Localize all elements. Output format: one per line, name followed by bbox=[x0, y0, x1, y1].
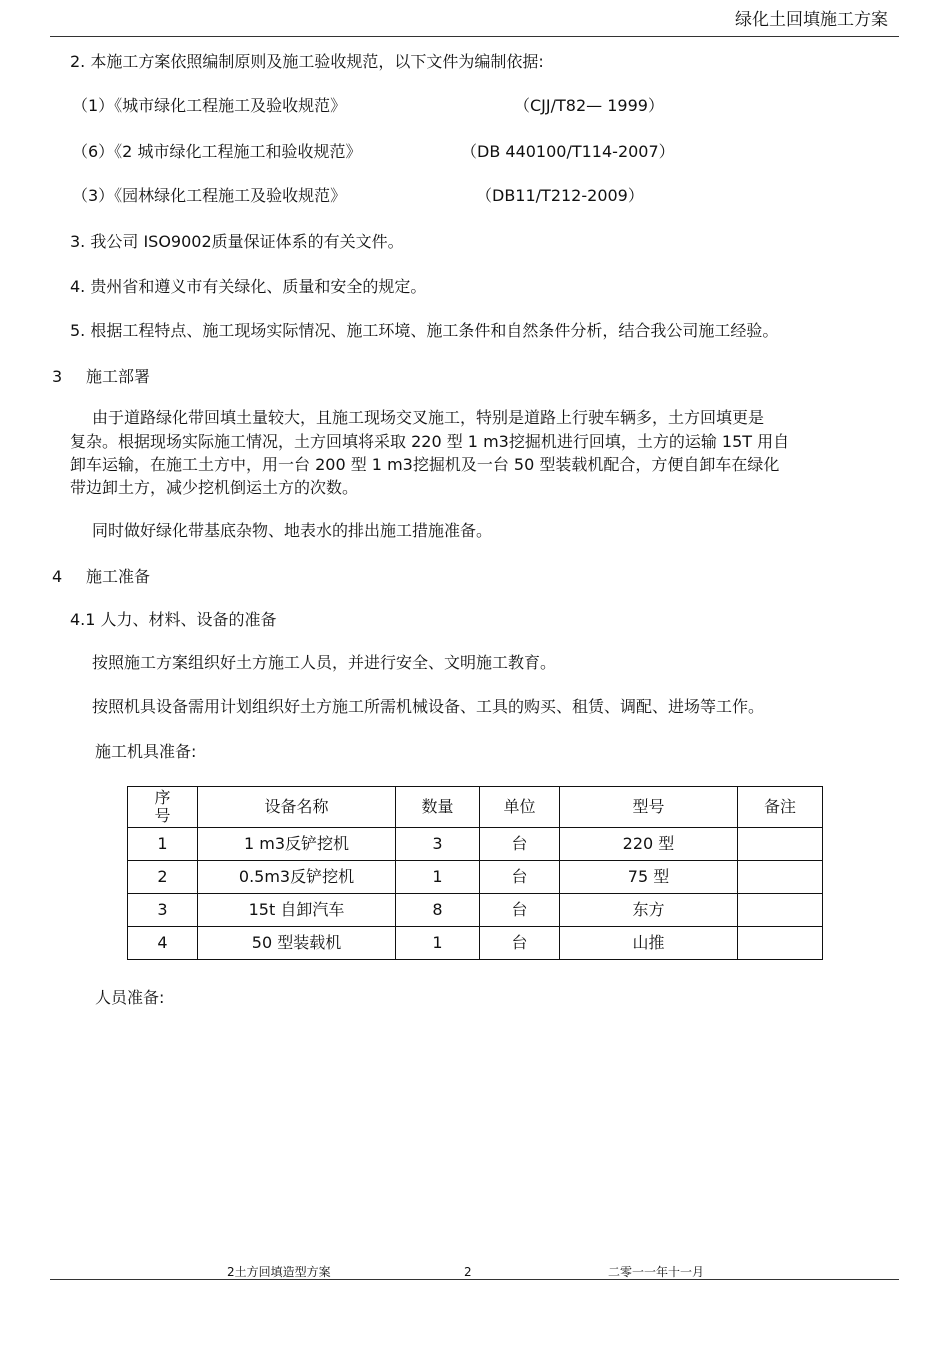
cell-unit: 台 bbox=[480, 861, 560, 894]
cell-quantity: 1 bbox=[396, 861, 480, 894]
cell-seq: 1 bbox=[128, 828, 198, 861]
deploy-paragraph-2: 同时做好绿化带基底杂物、地表水的排出施工措施准备。 bbox=[92, 521, 493, 540]
cell-equipment-name: 1 m3反铲挖机 bbox=[198, 828, 396, 861]
section-3-title: 施工部署 bbox=[86, 367, 151, 386]
item-3: 3. 我公司 ISO9002质量保证体系的有关文件。 bbox=[70, 232, 404, 251]
table-header-row bbox=[128, 787, 823, 828]
deploy-paragraph-line-2: 复杂。根据现场实际施工情况，土方回填将采取 220 型 1 m3挖掘机进行回填，土方的运输 15T 用自 bbox=[70, 432, 790, 451]
cell-model: 75 型 bbox=[560, 861, 738, 894]
header-equipment-name: 设备名称 bbox=[198, 787, 396, 828]
equipment-heading: 施工机具准备: bbox=[95, 742, 197, 761]
cell-unit: 台 bbox=[480, 894, 560, 927]
header-seq: 序号 bbox=[128, 787, 198, 828]
prep-paragraph-2: 按照机具设备需用计划组织好土方施工所需机械设备、工具的购买、租赁、调配、进场等工作。 bbox=[92, 697, 765, 716]
reference-1-code: （CJJ/T82— 1999） bbox=[514, 96, 664, 115]
cell-equipment-name: 0.5m3反铲挖机 bbox=[198, 861, 396, 894]
cell-remarks bbox=[738, 894, 823, 927]
cell-model: 东方 bbox=[560, 894, 738, 927]
cell-equipment-name: 50 型装载机 bbox=[198, 927, 396, 960]
cell-seq: 4 bbox=[128, 927, 198, 960]
prep-paragraph-1: 按照施工方案组织好土方施工人员，并进行安全、文明施工教育。 bbox=[92, 653, 557, 672]
reference-1-label: （1）《城市绿化工程施工及验收规范》 bbox=[72, 96, 347, 115]
deploy-paragraph-line-4: 带边卸土方，减少挖机倒运土方的次数。 bbox=[70, 478, 359, 497]
cell-remarks bbox=[738, 828, 823, 861]
deploy-paragraph-line-1: 由于道路绿化带回填土量较大，且施工现场交叉施工，特别是道路上行驶车辆多，土方回填更是 bbox=[92, 408, 765, 427]
header-rule bbox=[50, 36, 899, 37]
cell-model: 220 型 bbox=[560, 828, 738, 861]
intro-item-2: 2. 本施工方案依照编制原则及施工验收规范，以下文件为编制依据: bbox=[70, 52, 544, 71]
table-row bbox=[128, 927, 823, 960]
section-4-1-heading: 4.1 人力、材料、设备的准备 bbox=[70, 610, 277, 629]
section-4-number: 4 bbox=[52, 567, 63, 586]
table-row bbox=[128, 828, 823, 861]
cell-quantity: 1 bbox=[396, 927, 480, 960]
footer-rule bbox=[50, 1279, 899, 1280]
header-quantity: 数量 bbox=[396, 787, 480, 828]
item-5: 5. 根据工程特点、施工现场实际情况、施工环境、施工条件和自然条件分析，结合我公司施工经验。 bbox=[70, 321, 779, 340]
header-unit: 单位 bbox=[480, 787, 560, 828]
cell-unit: 台 bbox=[480, 828, 560, 861]
reference-2-code: （DB 440100/T114-2007） bbox=[461, 142, 675, 161]
deploy-paragraph-line-3: 卸车运输，在施工土方中，用一台 200 型 1 m3挖掘机及一台 50 型装载机配合，方便自卸车在绿化 bbox=[70, 455, 780, 474]
table-row bbox=[128, 861, 823, 894]
footer-date: 二零一一年十一月 bbox=[608, 1265, 705, 1279]
cell-seq: 3 bbox=[128, 894, 198, 927]
reference-2-label: （6）《2 城市绿化工程施工和验收规范》 bbox=[72, 142, 362, 161]
section-4-title: 施工准备 bbox=[86, 567, 151, 586]
cell-unit: 台 bbox=[480, 927, 560, 960]
cell-model: 山推 bbox=[560, 927, 738, 960]
item-4: 4. 贵州省和遵义市有关绿化、质量和安全的规定。 bbox=[70, 277, 427, 296]
cell-seq: 2 bbox=[128, 861, 198, 894]
header-remarks: 备注 bbox=[738, 787, 823, 828]
section-3-number: 3 bbox=[52, 367, 63, 386]
cell-remarks bbox=[738, 861, 823, 894]
reference-3-label: （3）《园林绿化工程施工及验收规范》 bbox=[72, 186, 347, 205]
cell-quantity: 8 bbox=[396, 894, 480, 927]
header-model: 型号 bbox=[560, 787, 738, 828]
reference-3-code: （DB11/T212-2009） bbox=[476, 186, 644, 205]
cell-quantity: 3 bbox=[396, 828, 480, 861]
equipment-table bbox=[127, 786, 823, 960]
table-row bbox=[128, 894, 823, 927]
cell-equipment-name: 15t 自卸汽车 bbox=[198, 894, 396, 927]
personnel-heading: 人员准备: bbox=[95, 988, 165, 1007]
footer-doc-title: 2土方回填造型方案 bbox=[227, 1265, 331, 1279]
footer-page-number: 2 bbox=[464, 1265, 472, 1279]
header-title: 绿化土回填施工方案 bbox=[735, 10, 888, 30]
cell-remarks bbox=[738, 927, 823, 960]
